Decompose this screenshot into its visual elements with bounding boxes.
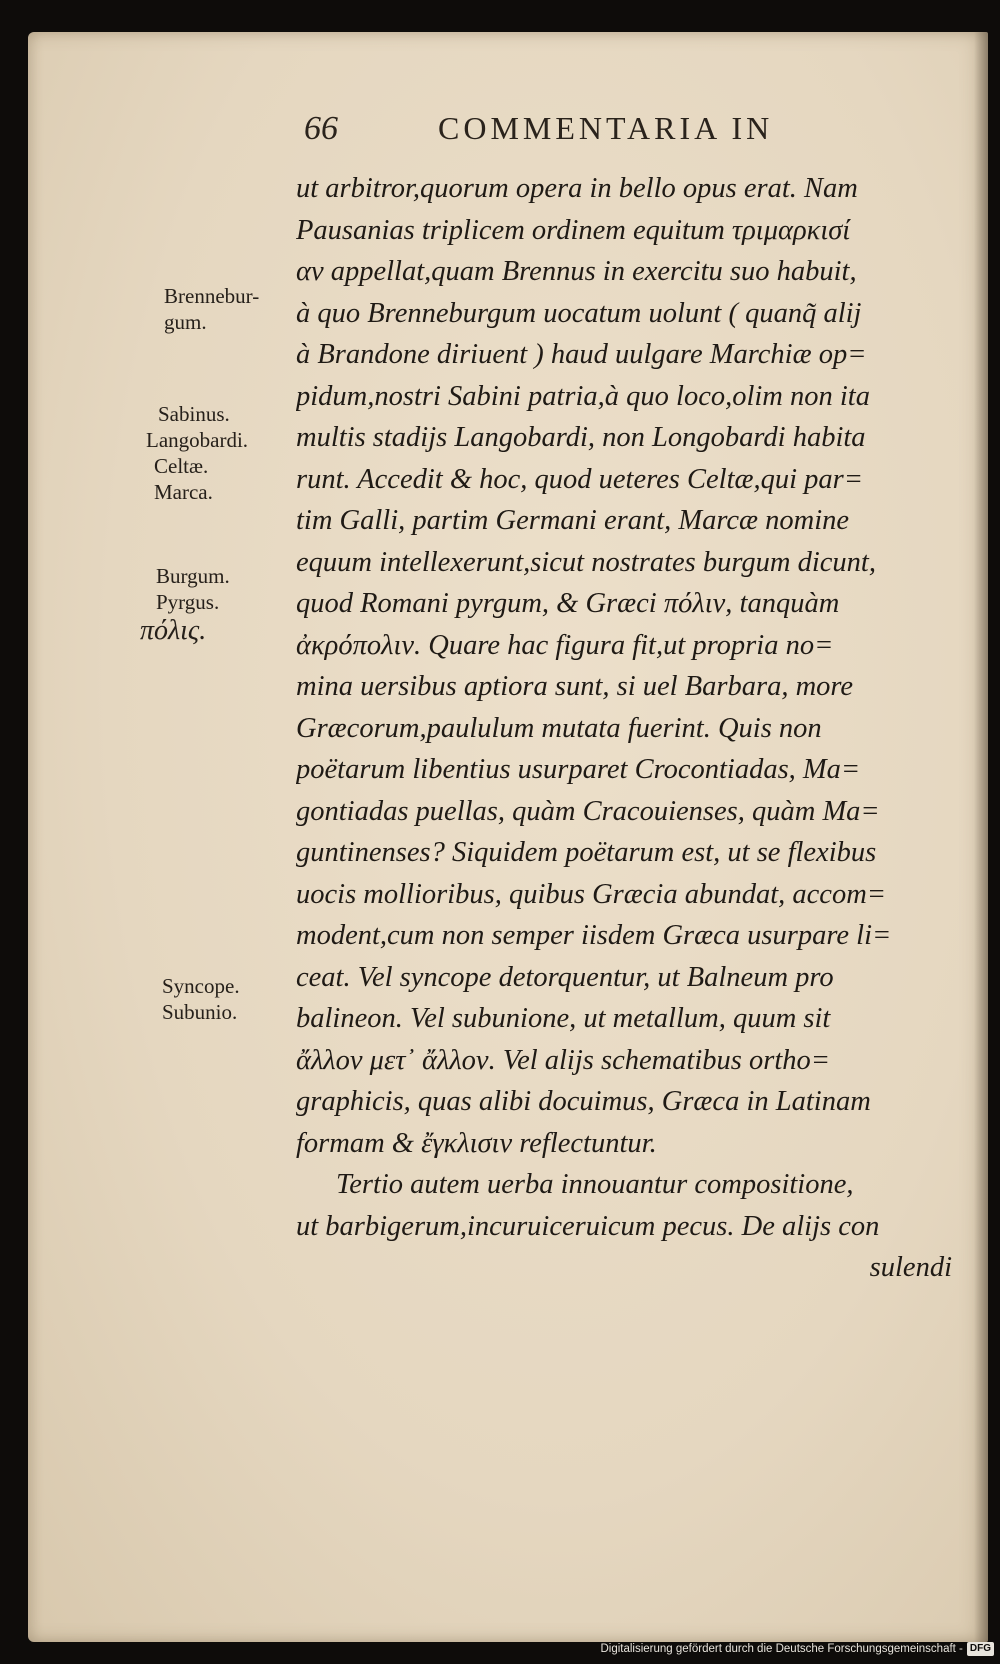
margin-note: Sabinus.: [158, 402, 230, 426]
margin-note: Syncope.: [162, 974, 240, 998]
margin-note: Subunio.: [162, 1000, 238, 1024]
text-line: pidum,nostri Sabini patria,à quo loco,olim non ita: [296, 380, 870, 412]
text-line: ἄλλον μετ᾿ ἄλλον. Vel alijs schematibus ortho=: [296, 1044, 830, 1076]
margin-note: Celtæ.: [154, 454, 209, 478]
margin-note: Marca.: [154, 480, 213, 504]
text-line: à quo Brenneburgum uocatum uolunt ( quanq̃ alij: [296, 297, 862, 329]
text-line: equum intellexerunt,sicut nostrates burgum dicunt,: [296, 546, 876, 578]
digitization-credit: [600, 1640, 994, 1658]
main-text-block: [296, 168, 986, 1289]
margin-note: Burgum.: [156, 564, 230, 588]
text-line: poëtarum libentius usurparet Crocontiadas, Ma=: [296, 754, 861, 785]
text-line: runt. Accedit & hoc, quod ueteres Celtæ,qui par=: [296, 463, 863, 495]
text-line: Græcorum,paululum mutata fuerint. Quis non: [296, 712, 822, 744]
text-line: formam & ἔγκλισιν reflectuntur.: [296, 1127, 657, 1159]
marginalia-column: [28, 32, 298, 1642]
text-line: quod Romani pyrgum, & Græci πόλιν, tanquàm: [296, 588, 840, 619]
margin-note: gum.: [164, 310, 207, 334]
margin-note: Brennebur-: [164, 284, 260, 308]
text-line: Pausanias triplicem ordinem equitum τριμαρκισί: [296, 214, 851, 246]
text-line: balineon. Vel subunione, ut metallum, quum sit: [296, 1003, 831, 1034]
dfg-logo: DFG: [967, 1642, 994, 1656]
book-page: [28, 32, 988, 1642]
text-line: modent,cum non semper iisdem Græca usurpare li=: [296, 920, 892, 951]
text-line: Tertio autem uerba innouantur compositione,: [336, 1169, 854, 1200]
margin-note: πόλις.: [140, 615, 207, 646]
running-title: COMMENTARIA IN: [438, 110, 774, 146]
margin-note: Langobardi.: [146, 428, 249, 452]
text-line: αν appellat,quam Brennus in exercitu suo habuit,: [296, 256, 857, 287]
catchword: sulendi: [869, 1252, 952, 1283]
text-line: ceat. Vel syncope detorquentur, ut Balneum pro: [296, 961, 834, 993]
text-line: ut barbigerum,incuruiceruicum pecus. De alijs con: [296, 1210, 880, 1242]
text-line: uocis mollioribus, quibus Græcia abundat, accom=: [296, 878, 887, 910]
text-line: ἀκρόπολιν. Quare hac figura fit,ut propria no=: [296, 629, 834, 661]
text-line: à Brandone diriuent ) haud uulgare Marchiæ op=: [296, 339, 867, 370]
text-line: gontiadas puellas, quàm Cracouienses, quàm Ma=: [296, 795, 880, 827]
text-line: ut arbitror,quorum opera in bello opus erat. Nam: [296, 173, 858, 204]
text-line: mina uersibus aptiora sunt, si uel Barbara, more: [296, 671, 854, 702]
text-line: tim Galli, partim Germani erant, Marcæ nomine: [296, 505, 850, 536]
margin-note: Pyrgus.: [156, 590, 220, 614]
credit-text: Digitalisierung gefördert durch die Deutsche Forschungsgemeinschaft -: [600, 1643, 963, 1655]
page-number: 66: [304, 110, 338, 147]
text-line: multis stadijs Langobardi, non Longobardi habita: [296, 422, 866, 453]
text-line: guntinenses? Siquidem poëtarum est, ut se flexibus: [296, 837, 877, 868]
text-line: graphicis, quas alibi docuimus, Græca in Latinam: [296, 1086, 871, 1117]
